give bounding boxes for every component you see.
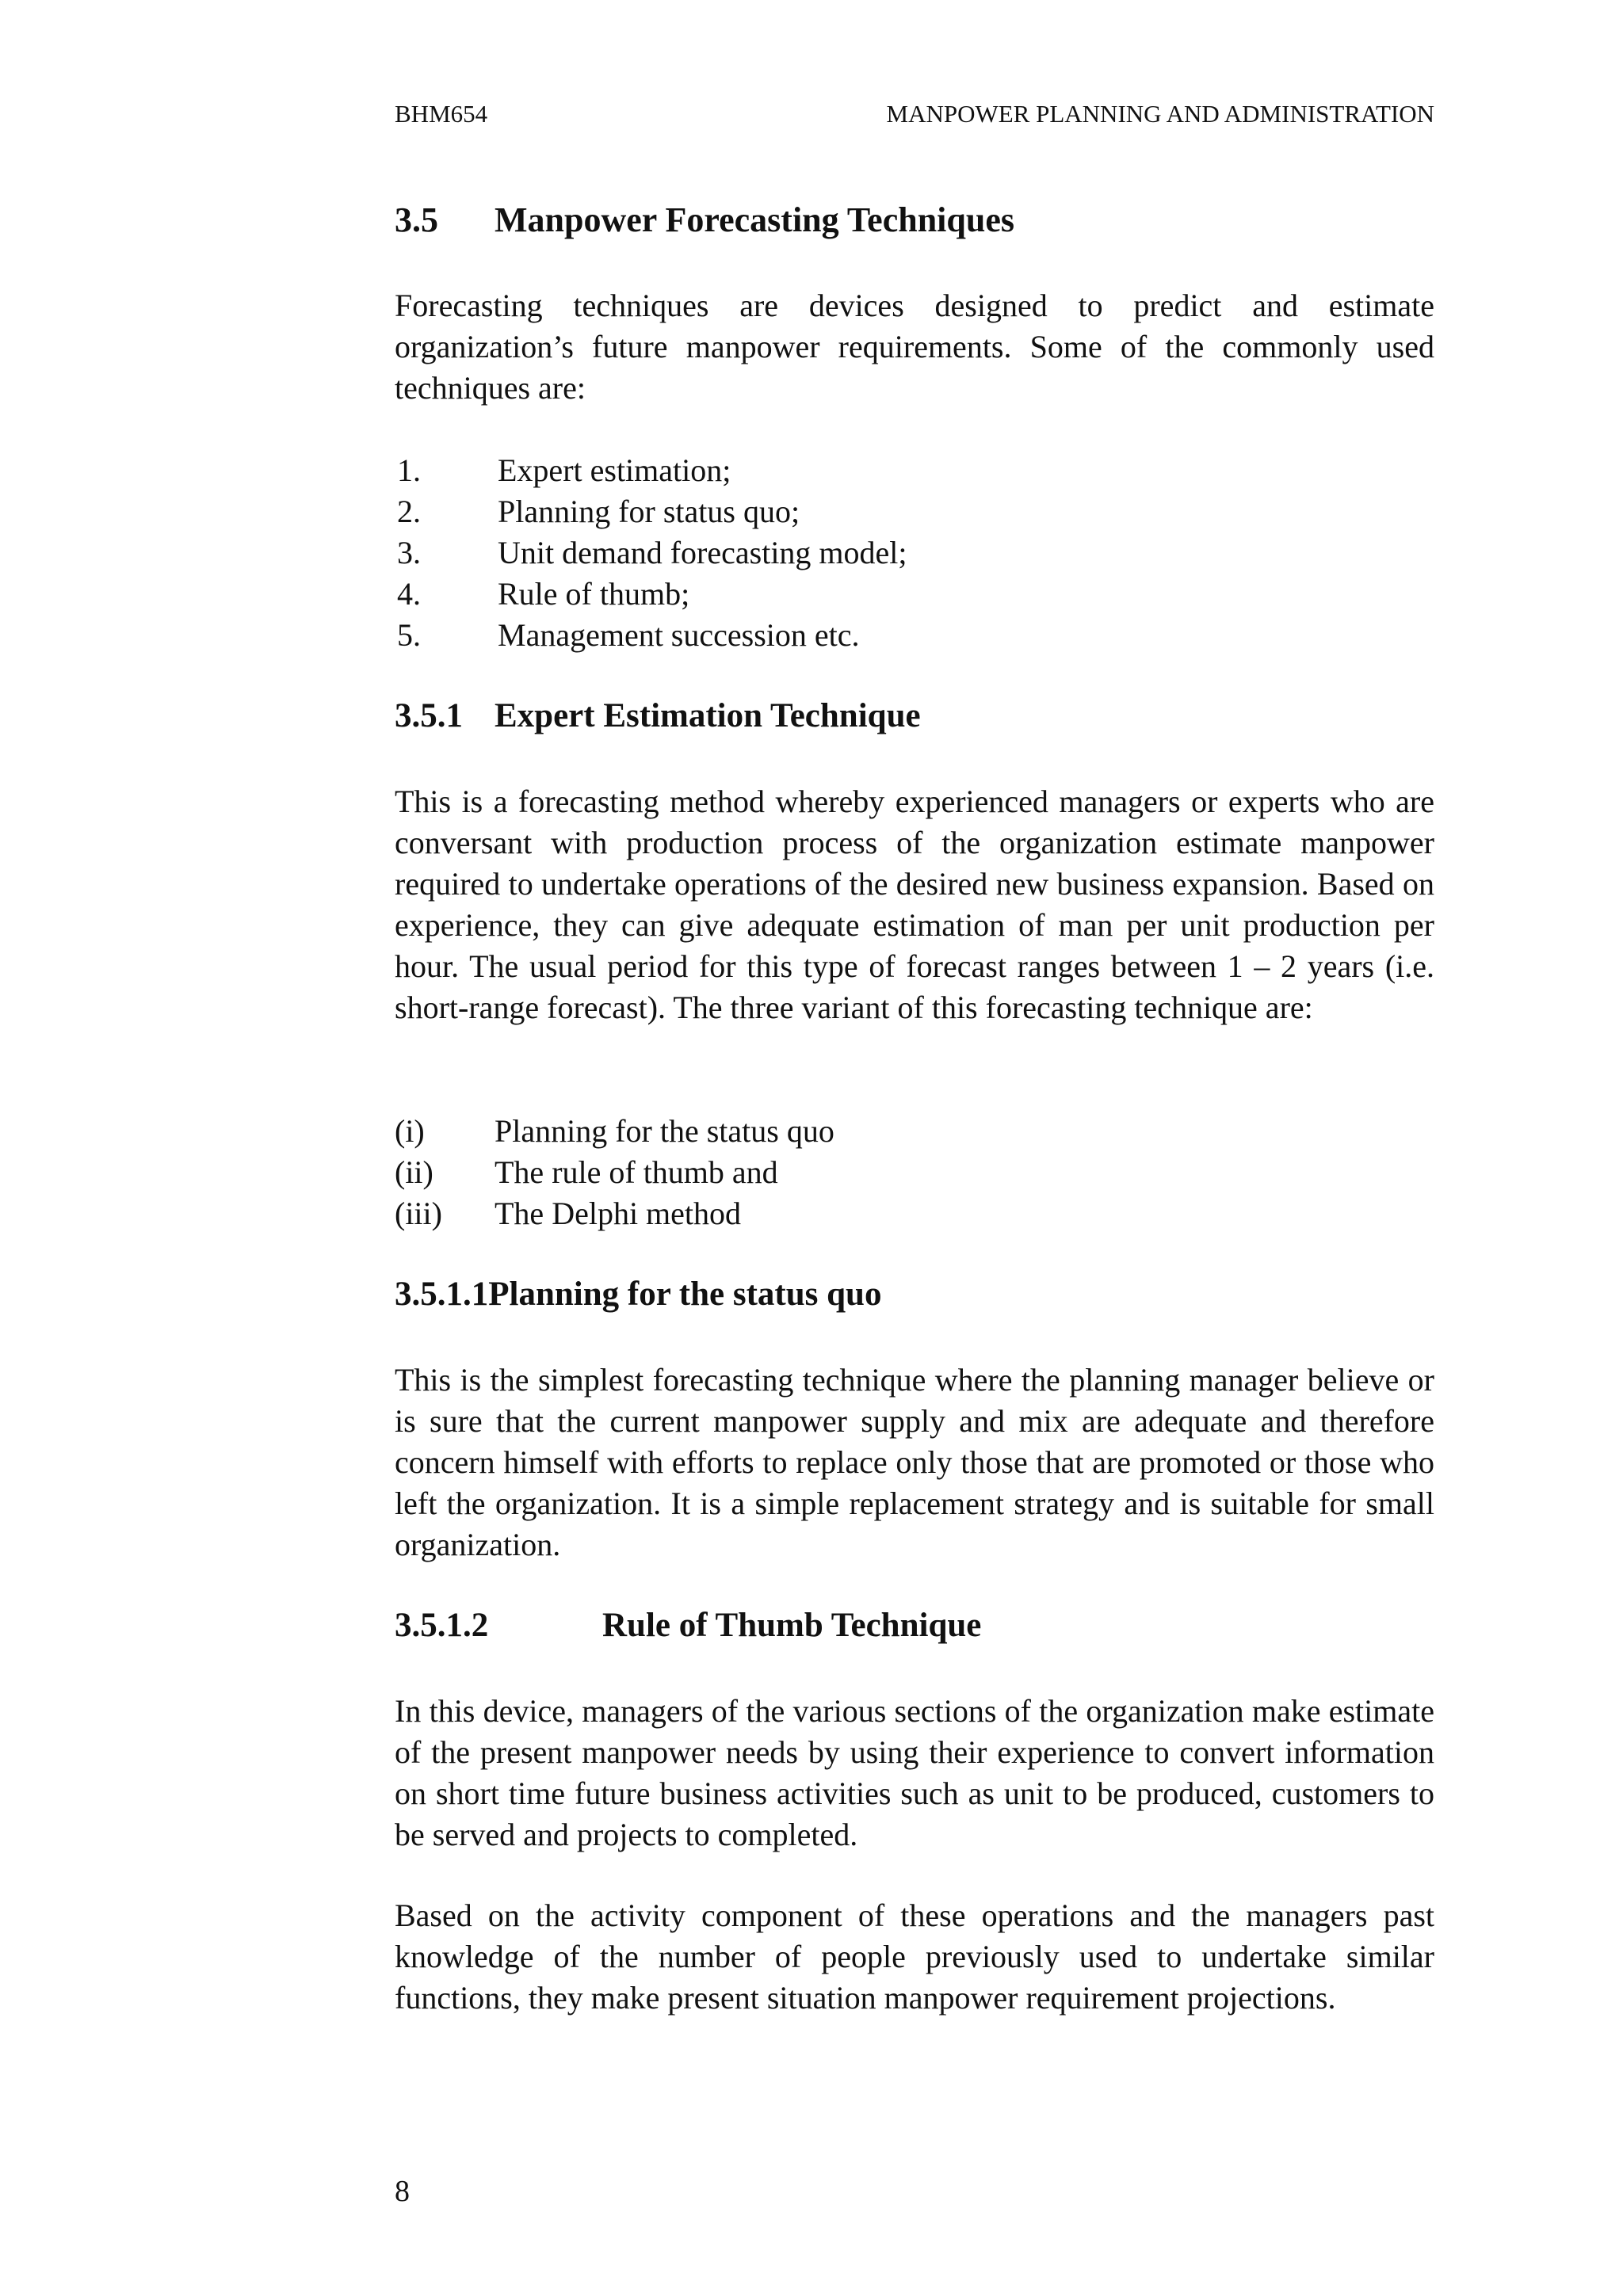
list-marker: 3. [397,535,421,570]
list-item [395,1111,1434,1152]
section-3-5-heading [395,198,1434,242]
list-item [395,574,1434,615]
list-text: Rule of thumb; [498,576,690,612]
section-3-5-1-body-block [395,781,1434,1028]
list-text: Planning for status quo; [498,494,800,529]
list-text: Expert estimation; [498,452,731,488]
section-3-5-1-1-body: This is the simplest forecasting technique where the planning manager believe or is sure that the current manpower supply and mix are adequate and therefore concern himself with efforts to replace only those that are promoted or those who left the organization. It is a simple replacement strategy and is suitable for small organization. [395,1362,1434,1562]
list-item [395,532,1434,574]
section-3-5-1-2-body-2-block [395,1895,1434,2019]
section-3-5-1-1-heading: 3.5.1.1Planning for the status quo [395,1276,882,1313]
list-marker: (iii) [395,1196,442,1231]
document-page [395,0,1434,2296]
running-header [395,98,1434,130]
section-3-5-1-1-heading-block [395,1272,1434,1317]
list-marker: 2. [397,494,421,529]
list-marker: (i) [395,1113,425,1149]
techniques-list-block [395,450,1434,656]
list-text: Management succession etc. [498,617,860,653]
list-marker: 1. [397,452,421,488]
list-item [395,1193,1434,1234]
section-3-5-1-2-body-2: Based on the activity component of these operations and the managers past knowledge of the number of people previously used to undertake similar functions, they make present situation manpower requirement projections. [395,1897,1434,2016]
variants-list-block [395,1111,1434,1234]
section-number: 3.5.1 [395,697,463,734]
list-item [395,450,1434,491]
section-3-5-1-heading [395,694,1434,738]
section-3-5-intro: Forecasting techniques are devices designed to predict and estimate organization’s future manpower requirements. Some of the commonly used techniques are: [395,288,1434,406]
section-title: Expert Estimation Technique [495,697,921,734]
section-3-5-heading-block [395,198,1434,242]
list-text: Unit demand forecasting model; [498,535,907,570]
section-3-5-1-1-body-block [395,1360,1434,1566]
list-marker: 4. [397,576,421,612]
section-3-5-1-2-body-1-block [395,1691,1434,1855]
section-number: 3.5 [395,200,438,239]
list-text: The Delphi method [495,1196,742,1231]
section-3-5-1-heading-block [395,694,1434,738]
list-marker: 5. [397,617,421,653]
list-text: The rule of thumb and [495,1154,778,1190]
list-item [395,491,1434,532]
list-text: Planning for the status quo [495,1113,834,1149]
section-number: 3.5.1.2 [395,1607,489,1644]
variants-list [395,1111,1434,1234]
section-3-5-1-2-heading [395,1604,1434,1648]
course-title: MANPOWER PLANNING AND ADMINISTRATION [886,100,1434,128]
section-3-5-1-2-body-1: In this device, managers of the various sections of the organization make estimate of the present manpower needs by using their experience to convert information on short time future business activities such as unit to be produced, customers to be served and projects to completed. [395,1693,1434,1852]
list-item [395,615,1434,656]
course-code: BHM654 [395,100,488,128]
list-item [395,1152,1434,1193]
section-3-5-1-body: This is a forecasting method whereby experienced managers or experts who are conversant with production process of the organization estimate manpower required to undertake operations of the desired new business expansion. Based on experience, they can give adequate estimation of man per unit production per hour. The usual period for this type of forecast ranges between 1 – 2 years (i.e. short-range forecast). The three variant of this forecasting technique are: [395,784,1434,1025]
list-marker: (ii) [395,1154,433,1190]
techniques-list [395,450,1434,656]
section-3-5-1-2-heading-block [395,1604,1434,1648]
section-title: Manpower Forecasting Techniques [495,200,1014,239]
section-title: Rule of Thumb Technique [602,1607,982,1644]
page-number: 8 [395,2175,410,2208]
section-3-5-intro-block [395,285,1434,409]
